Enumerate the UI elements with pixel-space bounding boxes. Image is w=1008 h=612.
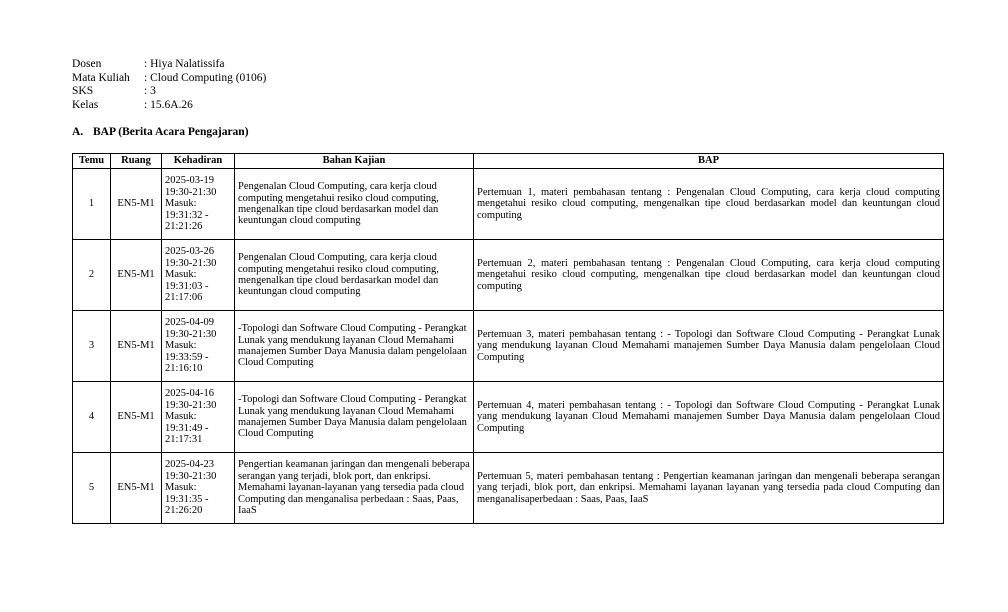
kehadiran-masuk-selesai: 21:17:31 bbox=[165, 434, 203, 446]
header-kehadiran: Kehadiran bbox=[162, 154, 235, 169]
kehadiran-tanggal: 2025-03-19 bbox=[165, 175, 214, 187]
kehadiran-jam: 19:30-21:30 bbox=[165, 257, 217, 269]
kehadiran-masuk-label: Masuk: bbox=[165, 198, 197, 210]
info-value: : 3 bbox=[144, 85, 156, 99]
cell-kehadiran bbox=[162, 453, 235, 524]
info-row-dosen bbox=[72, 58, 266, 72]
cell-ruang: EN5-M1 bbox=[111, 311, 162, 382]
info-row-mata-kuliah bbox=[72, 72, 266, 86]
info-label: Mata Kuliah bbox=[72, 71, 130, 84]
cell-bap: Pertemuan 5, materi pembahasan tentang : Pengertian keamanan jaringan dan mengenali beberapa serangan yang terjadi, blok port, dan enkripsi. Memahami layanan layanan yang tersedia pada cloud Computing dan menganalisaperbedaan : Saas, Paas, IaaS bbox=[474, 453, 944, 524]
kehadiran-jam: 19:30-21:30 bbox=[165, 470, 217, 482]
kehadiran-masuk-selesai: 21:26:20 bbox=[165, 505, 203, 517]
cell-bap: Pertemuan 4, materi pembahasan tentang : - Topologi dan Software Cloud Computing - Perangkat Lunak yang mendukung layanan Cloud Memahami manajemen Sumber Daya Manusia dalam pengelolaan Cloud Computing bbox=[474, 382, 944, 453]
cell-temu: 3 bbox=[73, 311, 111, 382]
kehadiran-masuk-mulai: 19:31:35 - bbox=[165, 493, 209, 505]
section-letter: A. bbox=[72, 126, 84, 138]
kehadiran-masuk-label: Masuk: bbox=[165, 411, 197, 423]
cell-bap: Pertemuan 3, materi pembahasan tentang : - Topologi dan Software Cloud Computing - Perangkat Lunak yang mendukung layanan Cloud Memahami manajemen Sumber Daya Manusia dalam pengelolaan Cloud Computing bbox=[474, 311, 944, 382]
kehadiran-masuk-label: Masuk: bbox=[165, 482, 197, 494]
info-label: Kelas bbox=[72, 98, 99, 111]
header-bahan-kajian: Bahan Kajian bbox=[235, 154, 474, 169]
info-value: : Hiya Nalatissifa bbox=[144, 58, 225, 72]
cell-kehadiran bbox=[162, 240, 235, 311]
table-row bbox=[73, 311, 944, 382]
section-heading bbox=[72, 126, 249, 138]
info-label: SKS bbox=[72, 85, 94, 97]
kehadiran-tanggal: 2025-04-23 bbox=[165, 459, 214, 471]
cell-bahan-kajian: -Topologi dan Software Cloud Computing - Perangkat Lunak yang mendukung layanan Cloud Memahami manajemen Sumber Daya Manusia dalam pengelolaan Cloud Computing bbox=[235, 311, 474, 382]
table-row bbox=[73, 240, 944, 311]
header-ruang: Ruang bbox=[111, 154, 162, 169]
kehadiran-masuk-mulai: 19:31:49 - bbox=[165, 422, 209, 434]
kehadiran-jam: 19:30-21:30 bbox=[165, 328, 217, 340]
header-temu: Temu bbox=[73, 154, 111, 169]
section-title: BAP (Berita Acara Pengajaran) bbox=[93, 126, 249, 138]
kehadiran-masuk-mulai: 19:31:32 - bbox=[165, 209, 209, 221]
cell-ruang: EN5-M1 bbox=[111, 169, 162, 240]
cell-temu: 5 bbox=[73, 453, 111, 524]
cell-ruang: EN5-M1 bbox=[111, 453, 162, 524]
cell-temu: 2 bbox=[73, 240, 111, 311]
cell-bahan-kajian: Pengenalan Cloud Computing, cara kerja cloud computing mengetahui resiko cloud computing, mengenalkan tipe cloud berdasarkan model dan keuntungan cloud computing bbox=[235, 169, 474, 240]
bap-table bbox=[72, 153, 944, 524]
kehadiran-masuk-label: Masuk: bbox=[165, 340, 197, 352]
table-row bbox=[73, 169, 944, 240]
cell-ruang: EN5-M1 bbox=[111, 240, 162, 311]
cell-bap: Pertemuan 1, materi pembahasan tentang : Pengenalan Cloud Computing, cara kerja cloud computing mengetahui resiko cloud computing, mengenalkan tipe cloud berdasarkan model dan keuntungan cloud computing bbox=[474, 169, 944, 240]
cell-bahan-kajian: Pengenalan Cloud Computing, cara kerja cloud computing mengetahui resiko cloud computing, mengenalkan tipe cloud berdasarkan model dan keuntungan cloud computing bbox=[235, 240, 474, 311]
cell-kehadiran bbox=[162, 169, 235, 240]
cell-kehadiran bbox=[162, 311, 235, 382]
cell-bahan-kajian: Pengertian keamanan jaringan dan mengenali beberapa serangan yang terjadi, blok port, dan enkripsi. Memahami layanan-layanan yang tersedia pada cloud Computing dan menganalisa perbedaan : Saas, Paas, IaaS bbox=[235, 453, 474, 524]
info-row-kelas bbox=[72, 99, 266, 113]
kehadiran-tanggal: 2025-03-26 bbox=[165, 246, 214, 258]
cell-temu: 1 bbox=[73, 169, 111, 240]
kehadiran-jam: 19:30-21:30 bbox=[165, 399, 217, 411]
info-row-sks bbox=[72, 85, 266, 99]
kehadiran-masuk-selesai: 21:17:06 bbox=[165, 292, 203, 304]
info-value: : Cloud Computing (0106) bbox=[144, 72, 266, 86]
kehadiran-masuk-label: Masuk: bbox=[165, 269, 197, 281]
table-header-row bbox=[73, 154, 944, 169]
info-label: Dosen bbox=[72, 58, 102, 70]
info-value: : 15.6A.26 bbox=[144, 99, 193, 113]
cell-bahan-kajian: -Topologi dan Software Cloud Computing - Perangkat Lunak yang mendukung layanan Cloud Memahami manajemen Sumber Daya Manusia dalam pengelolaan Cloud Computing bbox=[235, 382, 474, 453]
kehadiran-masuk-selesai: 21:16:10 bbox=[165, 363, 203, 375]
course-info bbox=[72, 58, 266, 112]
kehadiran-tanggal: 2025-04-09 bbox=[165, 317, 214, 329]
cell-kehadiran bbox=[162, 382, 235, 453]
kehadiran-masuk-selesai: 21:21:26 bbox=[165, 221, 203, 233]
cell-ruang: EN5-M1 bbox=[111, 382, 162, 453]
kehadiran-tanggal: 2025-04-16 bbox=[165, 388, 214, 400]
cell-bap: Pertemuan 2, materi pembahasan tentang : Pengenalan Cloud Computing, cara kerja cloud computing mengetahui resiko cloud computing, mengenalkan tipe cloud berdasarkan model dan keuntungan cloud computing bbox=[474, 240, 944, 311]
table-row bbox=[73, 453, 944, 524]
kehadiran-jam: 19:30-21:30 bbox=[165, 186, 217, 198]
header-bap: BAP bbox=[474, 154, 944, 169]
table-row bbox=[73, 382, 944, 453]
cell-temu: 4 bbox=[73, 382, 111, 453]
kehadiran-masuk-mulai: 19:31:03 - bbox=[165, 280, 209, 292]
kehadiran-masuk-mulai: 19:33:59 - bbox=[165, 351, 209, 363]
